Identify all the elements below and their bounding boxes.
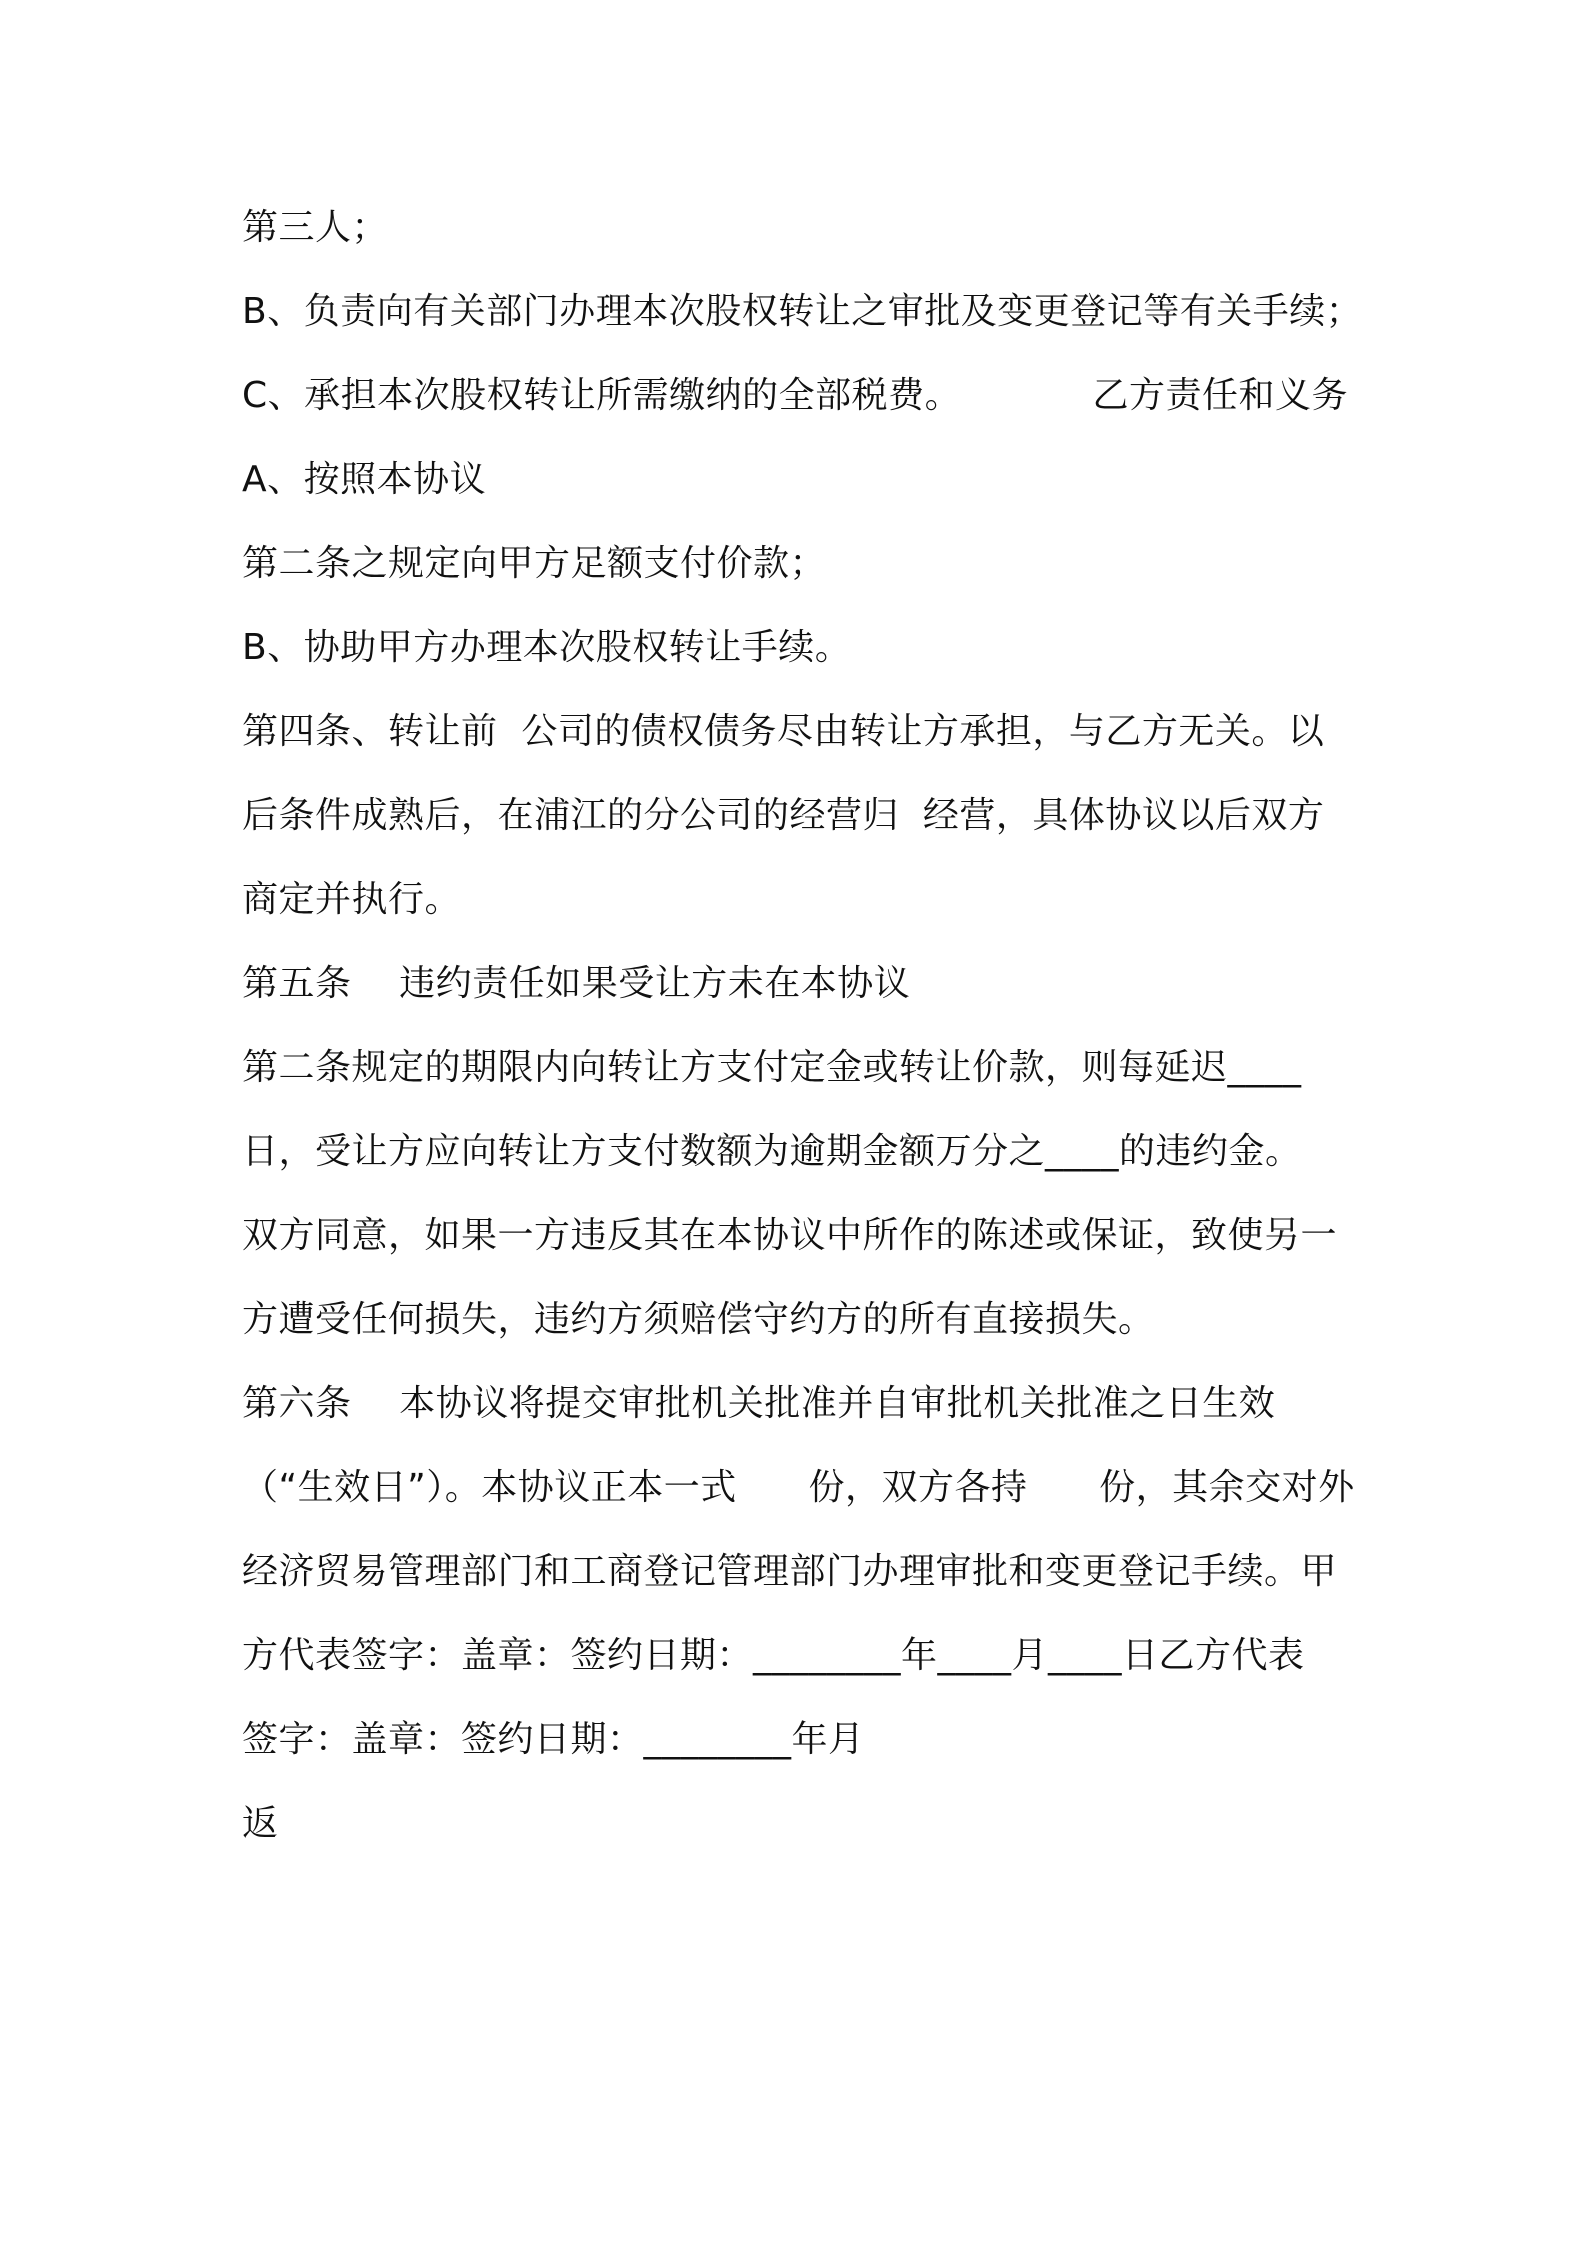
- text-line-4: A、按照本协议: [242, 459, 487, 500]
- text-line-12: 日，受让方应向转让方支付数额为逾期金额万分之____的违约金。: [242, 1131, 1302, 1172]
- text-line-3: C、承担本次股权转让所需缴纳的全部税费。 乙方责任和义务: [242, 375, 1349, 416]
- text-line-1: 第三人；: [242, 207, 389, 248]
- text-line-6: B、协助甲方办理本次股权转让手续。: [242, 627, 852, 668]
- text-line-18: 方代表签字：盖章：签约日期：________年____月____日乙方代表: [242, 1635, 1305, 1676]
- text-line-10: 第五条 违约责任如果受让方未在本协议: [242, 963, 911, 1004]
- text-line-11: 第二条规定的期限内向转让方支付定金或转让价款，则每延迟____: [242, 1047, 1302, 1088]
- text-line-9: 商定并执行。: [242, 879, 462, 920]
- text-line-13: 双方同意，如果一方违反其在本协议中所作的陈述或保证，致使另一: [242, 1215, 1338, 1256]
- text-line-15: 第六条 本协议将提交审批机关批准并自审批机关批准之日生效: [242, 1383, 1276, 1424]
- text-line-20: 返: [242, 1803, 279, 1844]
- text-line-5: 第二条之规定向甲方足额支付价款；: [242, 543, 827, 584]
- text-line-16: （“生效日”）。本协议正本一式 份，双方各持 份，其余交对外: [242, 1467, 1355, 1508]
- text-line-2: B、负责向有关部门办理本次股权转让之审批及变更登记等有关手续；: [242, 291, 1363, 332]
- text-line-14: 方遭受任何损失，违约方须赔偿守约方的所有直接损失。: [242, 1299, 1155, 1340]
- text-line-17: 经济贸易管理部门和工商登记管理部门办理审批和变更登记手续。甲: [242, 1551, 1338, 1592]
- text-line-7: 第四条、转让前 公司的债权债务尽由转让方承担，与乙方无关。以: [242, 711, 1325, 752]
- text-line-8: 后条件成熟后，在浦江的分公司的经营归 经营，具体协议以后双方: [242, 795, 1325, 836]
- text-line-19: 签字：盖章：签约日期：________年月: [242, 1719, 865, 1760]
